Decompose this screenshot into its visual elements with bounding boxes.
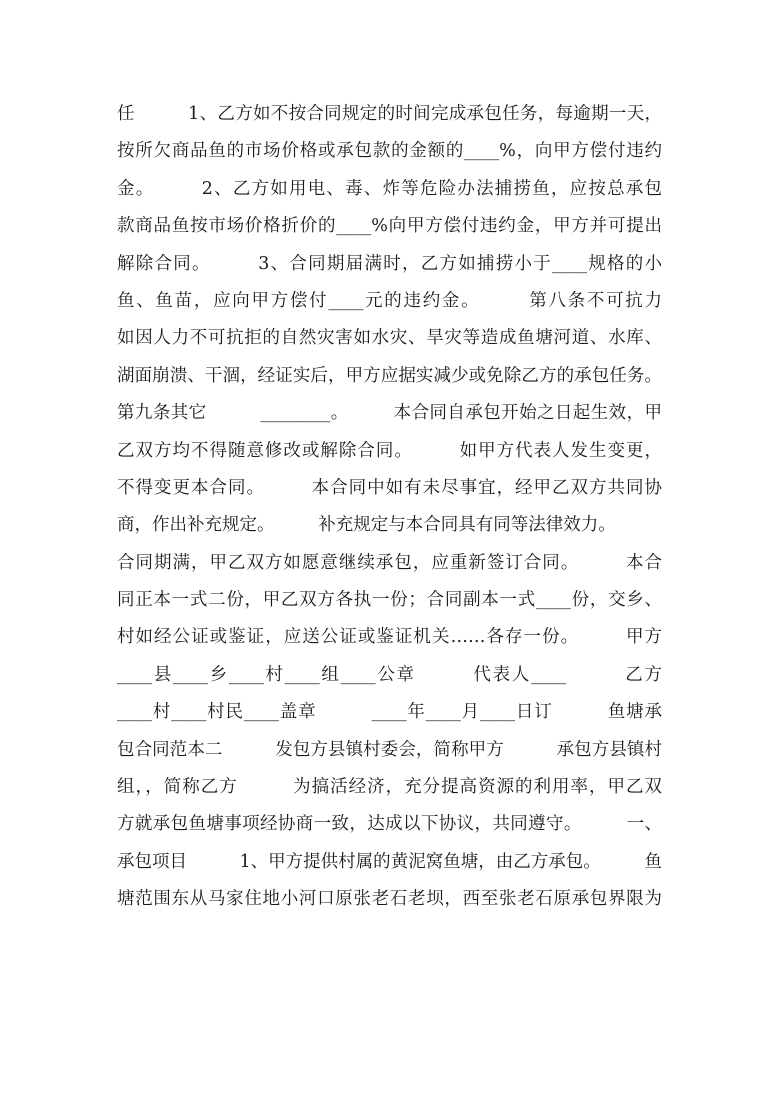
text-line: 第九条其它 ________。 本合同自承包开始之日起生效，甲	[117, 403, 662, 424]
text-line: 鱼、鱼苗，应向甲方偿付____元的违约金。 第八条不可抗力	[117, 290, 662, 311]
text-line: 合同期满，甲乙双方如愿意继续承包，应重新签订合同。 本合	[117, 552, 662, 573]
text-line: ____县____乡____村____组____公章 代表人____ 乙方	[117, 664, 662, 685]
text-line: 商，作出补充规定。 补充规定与本合同具有同等法律效力。	[117, 515, 616, 536]
text-line: 任 1、乙方如不按合同规定的时间完成承包任务，每逾期一天，	[117, 104, 662, 124]
text-line: 承包项目 1、甲方提供村属的黄泥窝鱼塘，由乙方承包。 鱼	[117, 851, 662, 872]
text-line: 乙双方均不得随意修改或解除合同。 如甲方代表人发生变更，	[117, 440, 662, 461]
text-line: 塘范围东从马家住地小河口原张老石老坝，西至张老石原承包界限为	[117, 889, 662, 910]
text-line: 组，，简称乙方 为搞活经济，充分提高资源的利用率，甲乙双	[117, 777, 662, 798]
text-line: 方就承包鱼塘事项经协商一致，达成以下协议，共同遵守。 一、	[117, 814, 662, 835]
text-line: 同正本一式二份，甲乙双方各执一份；合同副本一式____份，交乡、	[117, 590, 662, 611]
text-line: ____村____村民____盖章 ____年____月____日订 鱼塘承	[117, 702, 662, 723]
text-line: 如因人力不可抗拒的自然灾害如水灾、旱灾等造成鱼塘河道、水库、	[117, 328, 662, 349]
text-line: 湖面崩溃、干涸，经证实后，甲方应据实减少或免除乙方的承包任务。	[117, 365, 662, 386]
text-line: 解除合同。 3、合同期届满时，乙方如捕捞小于____规格的小	[117, 253, 662, 274]
text-line: 不得变更本合同。 本合同中如有未尽事宜，经甲乙双方共同协	[117, 477, 662, 498]
contract-text	[117, 96, 662, 919]
text-line: 包合同范本二 发包方县镇村委会，简称甲方 承包方县镇村	[117, 739, 662, 760]
text-line: 按所欠商品鱼的市场价格或承包款的金额的____%，向甲方偿付违约	[117, 141, 662, 162]
text-line: 金。 2、乙方如用电、毒、炸等危险办法捕捞鱼，应按总承包	[117, 178, 662, 199]
text-line: 村如经公证或鉴证，应送公证或鉴证机关……各存一份。 甲方	[117, 627, 662, 648]
text-line: 款商品鱼按市场价格折价的____%向甲方偿付违约金，甲方并可提出	[117, 216, 662, 237]
